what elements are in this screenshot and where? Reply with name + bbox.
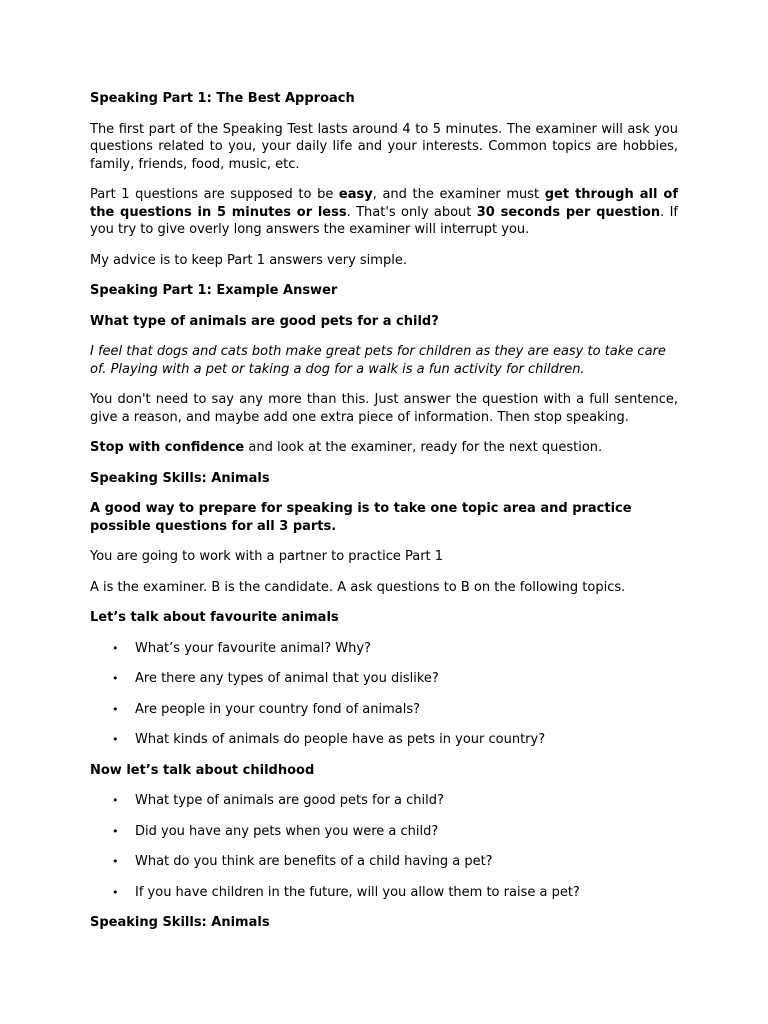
example-answer: I feel that dogs and cats both make great pets for children as they are easy to take care of. Playing with a pet or taking a dog for a walk is a fun activity for children. — [90, 344, 666, 377]
text-run: Part 1 questions are supposed to be — [90, 187, 339, 202]
list-item-text: If you have children in the future, will you allow them to raise a pet? — [135, 884, 580, 900]
list-item-text: Did you have any pets when you were a child? — [135, 823, 439, 839]
list-item — [90, 884, 678, 902]
list-item-text: What do you think are benefits of a child having a pet? — [135, 854, 493, 869]
paragraph-partner: You are going to work with a partner to practice Part 1 — [90, 549, 444, 564]
text-run: and look at the examiner, ready for the next question. — [244, 440, 603, 455]
text-run: , and the examiner must — [372, 187, 545, 202]
bullet-icon: • — [112, 641, 119, 655]
bullet-icon: • — [112, 733, 119, 746]
question-list-favourite-animals — [90, 640, 678, 749]
list-item — [90, 640, 678, 658]
list-item — [90, 731, 678, 749]
paragraph-roles: A is the examiner. B is the candidate. A ask questions to B on the following topics. — [90, 579, 626, 595]
intro-bold-paragraph: A good way to prepare for speaking is to take one topic area and practice possible questions for all 3 parts. — [90, 501, 632, 534]
paragraph-stop-confidence — [90, 439, 678, 457]
list-item — [90, 670, 678, 688]
bullet-icon: • — [112, 794, 119, 807]
section-heading-speaking-skills-2: Speaking Skills: Animals — [90, 915, 270, 930]
text-run: . That's only about — [346, 204, 477, 220]
bullet-icon: • — [112, 672, 119, 685]
section-heading-example-answer: Speaking Part 1: Example Answer — [90, 283, 338, 298]
list-item-text: What’s your favourite animal? Why? — [135, 640, 371, 656]
bold-stop-confidence: Stop with confidence — [90, 440, 245, 455]
section-heading-best-approach: Speaking Part 1: The Best Approach — [90, 91, 355, 106]
bullet-icon: • — [112, 855, 119, 868]
document-page — [90, 90, 678, 945]
list-item-text: Are there any types of animal that you dislike? — [135, 671, 439, 686]
bold-30-seconds: 30 seconds per question — [476, 204, 661, 220]
list-item — [90, 823, 678, 841]
topic-heading-childhood: Now let’s talk about childhood — [90, 762, 315, 778]
list-item — [90, 792, 678, 810]
paragraph-test-overview: The first part of the Speaking Test lasts around 4 to 5 minutes. The examiner will ask you questions related to you, your daily life and your interests. Common topics are hobbies, family, friends, food, music, etc. — [90, 121, 678, 172]
bold-easy: easy — [338, 187, 373, 202]
topic-heading-favourite-animals: Let’s talk about favourite animals — [90, 610, 339, 625]
question-list-childhood — [90, 792, 678, 901]
paragraph-answer-advice: You don't need to say any more than this. Just answer the question with a full sentence, give a reason, and maybe add one extra piece of information. Then stop speaking. — [90, 392, 678, 425]
paragraph-advice: My advice is to keep Part 1 answers very simple. — [90, 252, 407, 268]
list-item-text: What type of animals are good pets for a child? — [135, 793, 444, 808]
list-item-text: Are people in your country fond of animals? — [135, 701, 421, 717]
bullet-icon: • — [112, 824, 119, 838]
bullet-icon: • — [112, 702, 119, 716]
list-item — [90, 701, 678, 719]
list-item-text: What kinds of animals do people have as pets in your country? — [135, 732, 546, 747]
text-run: . If you try to give overly long answers the examiner will interrupt you. — [90, 204, 678, 237]
section-heading-speaking-skills: Speaking Skills: Animals — [90, 470, 270, 486]
bullet-icon: • — [112, 885, 119, 899]
paragraph-easy-questions — [90, 186, 678, 239]
bold-get-through: get through all of the questions in 5 minutes or less — [90, 187, 678, 220]
example-question: What type of animals are good pets for a child? — [90, 313, 439, 329]
list-item — [90, 853, 678, 871]
